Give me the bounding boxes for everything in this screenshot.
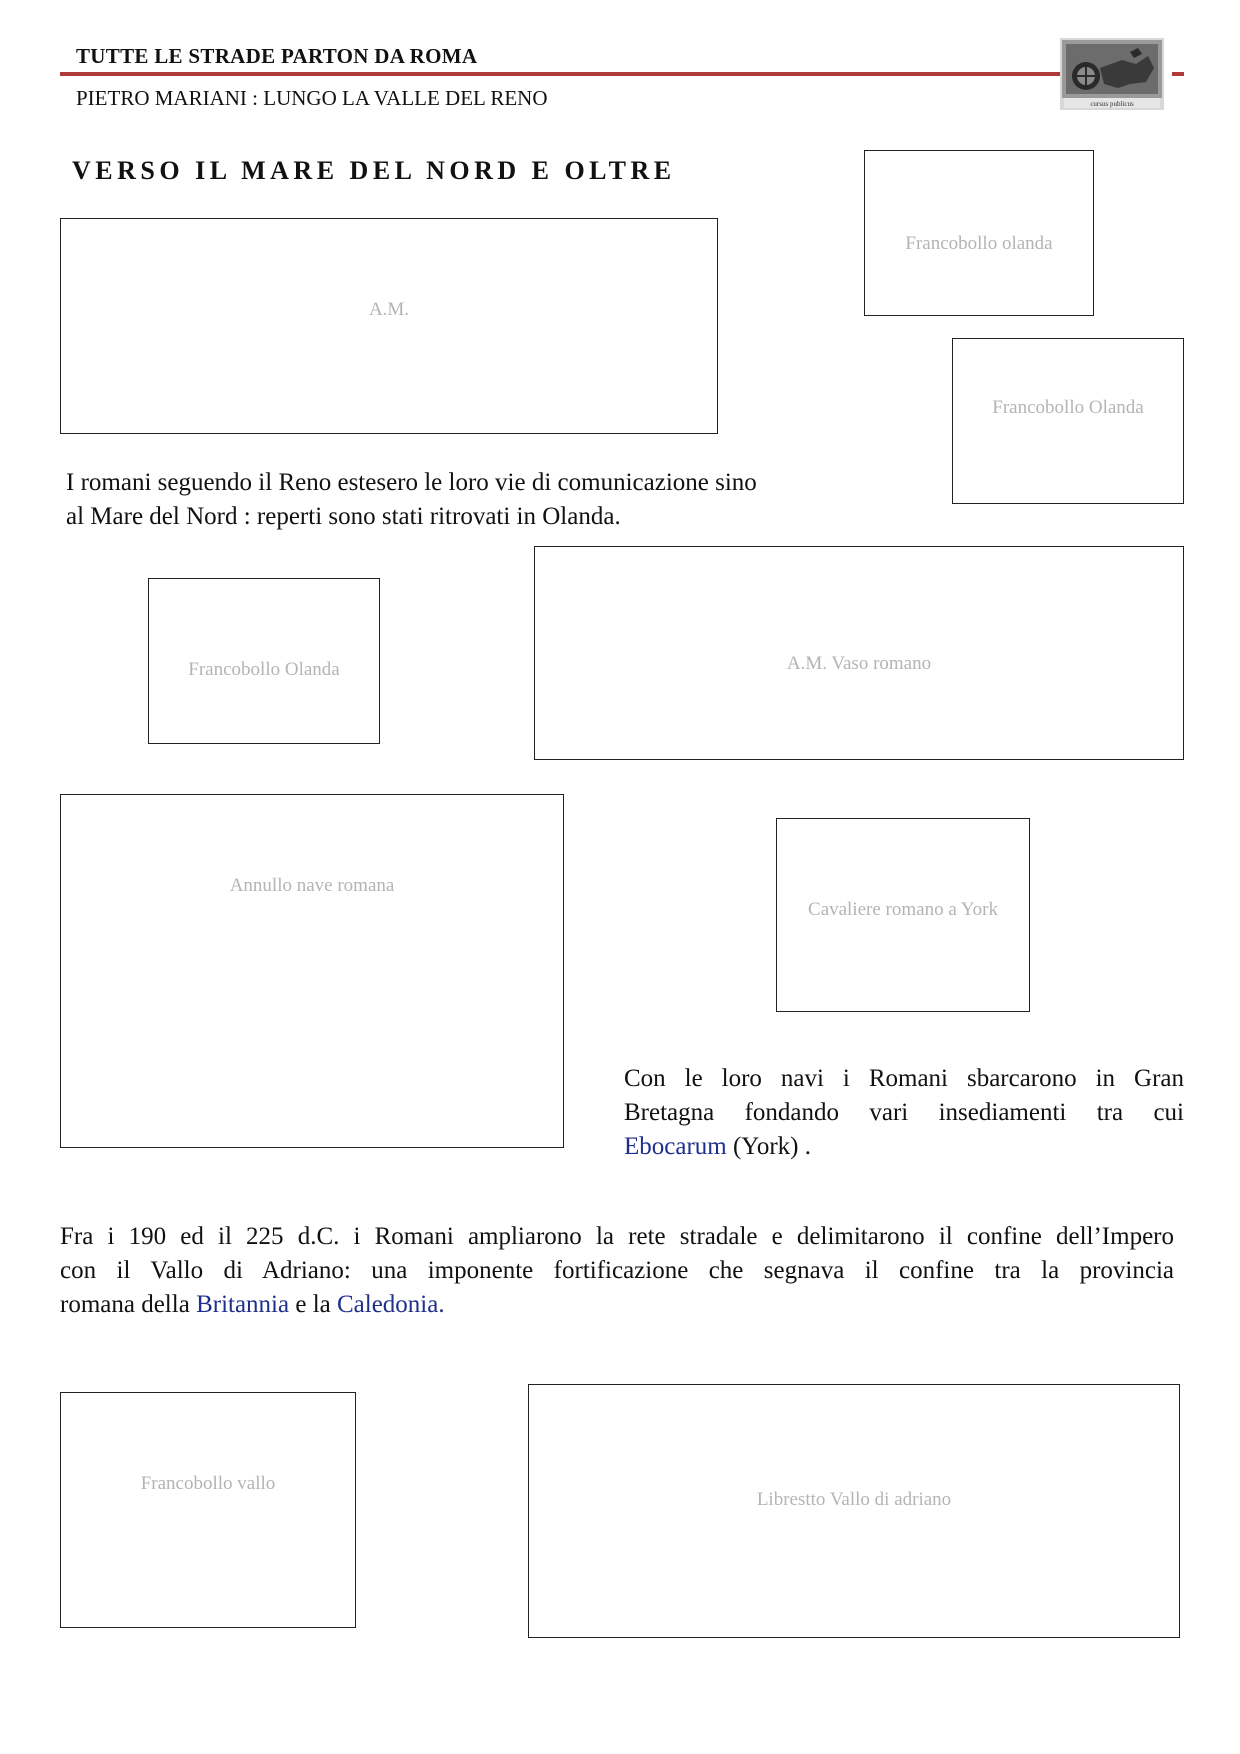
placeholder-label: Annullo nave romana [229, 875, 395, 896]
paragraph-reno [66, 466, 757, 534]
header-rule [60, 72, 1060, 76]
paragraph-text: (York) . [726, 1133, 812, 1160]
paragraph-line: al Mare del Nord : reperti sono stati ritrovati in Olanda. [66, 503, 621, 530]
paragraph-britannia [624, 1062, 1184, 1164]
link-ebocarum[interactable]: Ebocarum [624, 1133, 727, 1160]
placeholder-label: Francobollo Olanda [992, 397, 1144, 418]
placeholder-label: Librestto Vallo di adriano [756, 1489, 952, 1510]
image-placeholder-libretto-vallo [528, 1384, 1180, 1638]
image-placeholder-am-vaso [534, 546, 1184, 760]
paragraph-line: con il Vallo di Adriano: una imponente fortificazione che segnava il confine tra la provincia [60, 1257, 1174, 1284]
placeholder-label: Francobollo olanda [905, 233, 1053, 254]
placeholder-label: A.M. [368, 299, 410, 320]
placeholder-label: Francobollo Olanda [188, 659, 340, 680]
paragraph-line [60, 1288, 1174, 1322]
image-placeholder-stamp-olanda-3 [148, 578, 380, 744]
image-placeholder-cavaliere-york [776, 818, 1030, 1012]
header-subtitle: PIETRO MARIANI : LUNGO LA VALLE DEL RENO [76, 86, 548, 110]
image-placeholder-am [60, 218, 718, 434]
header-rule-tail [1172, 72, 1184, 76]
link-caledonia[interactable]: Caledonia. [336, 1291, 445, 1318]
placeholder-label: Cavaliere romano a York [808, 899, 998, 920]
logo-caption: cursus publicus [1090, 100, 1134, 108]
image-placeholder-stamp-vallo [60, 1392, 356, 1628]
section-title: VERSO IL MARE DEL NORD E OLTRE [72, 156, 676, 185]
paragraph-text: romana della [60, 1291, 197, 1318]
cursus-publicus-logo [1060, 38, 1164, 110]
link-britannia[interactable]: Britannia [196, 1291, 290, 1318]
paragraph-line: Bretagna fondando vari insediamenti tra cui [624, 1099, 1184, 1126]
paragraph-text: e la [289, 1291, 337, 1318]
paragraph-line [624, 1130, 1184, 1164]
image-placeholder-stamp-olanda-1 [864, 150, 1094, 316]
paragraph-line: I romani seguendo il Reno estesero le loro vie di comunicazione sino [66, 469, 757, 496]
header-title: TUTTE LE STRADE PARTON DA ROMA [76, 44, 478, 68]
paragraph-line: Fra i 190 ed il 225 d.C. i Romani ampliarono la rete stradale e delimitarono il confine dell’Impero [60, 1223, 1174, 1250]
placeholder-label: Francobollo vallo [140, 1473, 276, 1494]
paragraph-vallo [60, 1220, 1174, 1322]
paragraph-line: Con le loro navi i Romani sbarcarono in Gran [624, 1065, 1184, 1092]
image-placeholder-annullo-nave [60, 794, 564, 1148]
image-placeholder-stamp-olanda-2 [952, 338, 1184, 504]
placeholder-label: A.M. Vaso romano [786, 653, 932, 674]
